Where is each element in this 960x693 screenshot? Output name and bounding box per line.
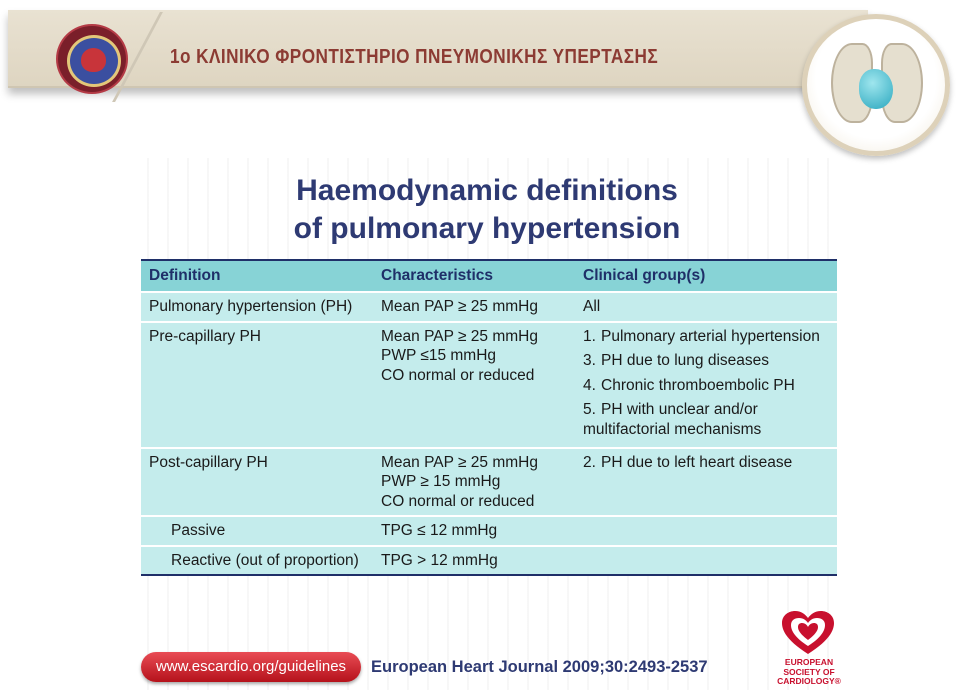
guidelines-url[interactable]: www.escardio.org/guidelines bbox=[155, 658, 347, 675]
lungs-heart-illustration-icon bbox=[802, 14, 950, 156]
slide-title-line-2: of pulmonary hypertension bbox=[293, 212, 681, 245]
characteristics-cell: Mean PAP ≥ 25 mmHg bbox=[373, 292, 575, 322]
definitions-table bbox=[141, 259, 837, 576]
table-row bbox=[141, 322, 837, 448]
table-row bbox=[141, 546, 837, 576]
groups-cell bbox=[575, 322, 837, 448]
journal-reference: European Heart Journal 2009;30:2493-2537 bbox=[371, 658, 708, 676]
groups-cell: All bbox=[575, 292, 837, 322]
society-seal-icon bbox=[56, 24, 128, 94]
esc-heart-logo-icon bbox=[780, 610, 836, 656]
header-characteristics: Characteristics bbox=[373, 260, 575, 292]
definition-cell: Pre-capillary PH bbox=[141, 322, 373, 448]
definition-cell: Pulmonary hypertension (PH) bbox=[141, 292, 373, 322]
list-item: 3. PH due to lung diseases bbox=[583, 352, 770, 369]
clinical-group-list bbox=[583, 327, 829, 440]
list-item: 5. PH with unclear and/or multifactorial mechanisms bbox=[583, 401, 762, 438]
groups-cell bbox=[575, 546, 837, 576]
definition-cell: Reactive (out of proportion) bbox=[141, 546, 373, 576]
esc-society-name: EUROPEAN SOCIETY OF CARDIOLOGY® bbox=[777, 657, 841, 686]
table-row bbox=[141, 448, 837, 517]
table-header-row bbox=[141, 260, 837, 292]
slide-title bbox=[129, 172, 845, 248]
header-clinical-groups: Clinical group(s) bbox=[575, 260, 837, 292]
definition-cell: Passive bbox=[141, 516, 373, 546]
definition-cell: Post-capillary PH bbox=[141, 448, 373, 517]
groups-cell bbox=[575, 516, 837, 546]
characteristics-cell: Mean PAP ≥ 25 mmHg PWP ≤15 mmHg CO normal or reduced bbox=[373, 322, 575, 448]
slide-title-line-1: Haemodynamic definitions bbox=[296, 174, 678, 207]
list-item: 1. Pulmonary arterial hypertension bbox=[583, 327, 820, 345]
slide bbox=[129, 158, 845, 690]
table-row bbox=[141, 516, 837, 546]
header-banner bbox=[8, 10, 868, 88]
banner-title: 1ο ΚΛΙΝΙΚΟ ΦΡΟΝΤΙΣΤΗΡΙΟ ΠΝΕΥΜΟΝΙΚΗΣ ΥΠΕΡΤΑΣΗΣ bbox=[170, 46, 659, 68]
characteristics-cell: TPG > 12 mmHg bbox=[373, 546, 575, 576]
characteristics-cell: TPG ≤ 12 mmHg bbox=[373, 516, 575, 546]
guidelines-link-pill[interactable] bbox=[141, 652, 361, 682]
header-definition: Definition bbox=[141, 260, 373, 292]
groups-cell: 2. PH due to left heart disease bbox=[575, 448, 837, 517]
table-row bbox=[141, 292, 837, 322]
characteristics-cell: Mean PAP ≥ 25 mmHg PWP ≥ 15 mmHg CO normal or reduced bbox=[373, 448, 575, 517]
list-item: 4. Chronic thromboembolic PH bbox=[583, 376, 795, 394]
